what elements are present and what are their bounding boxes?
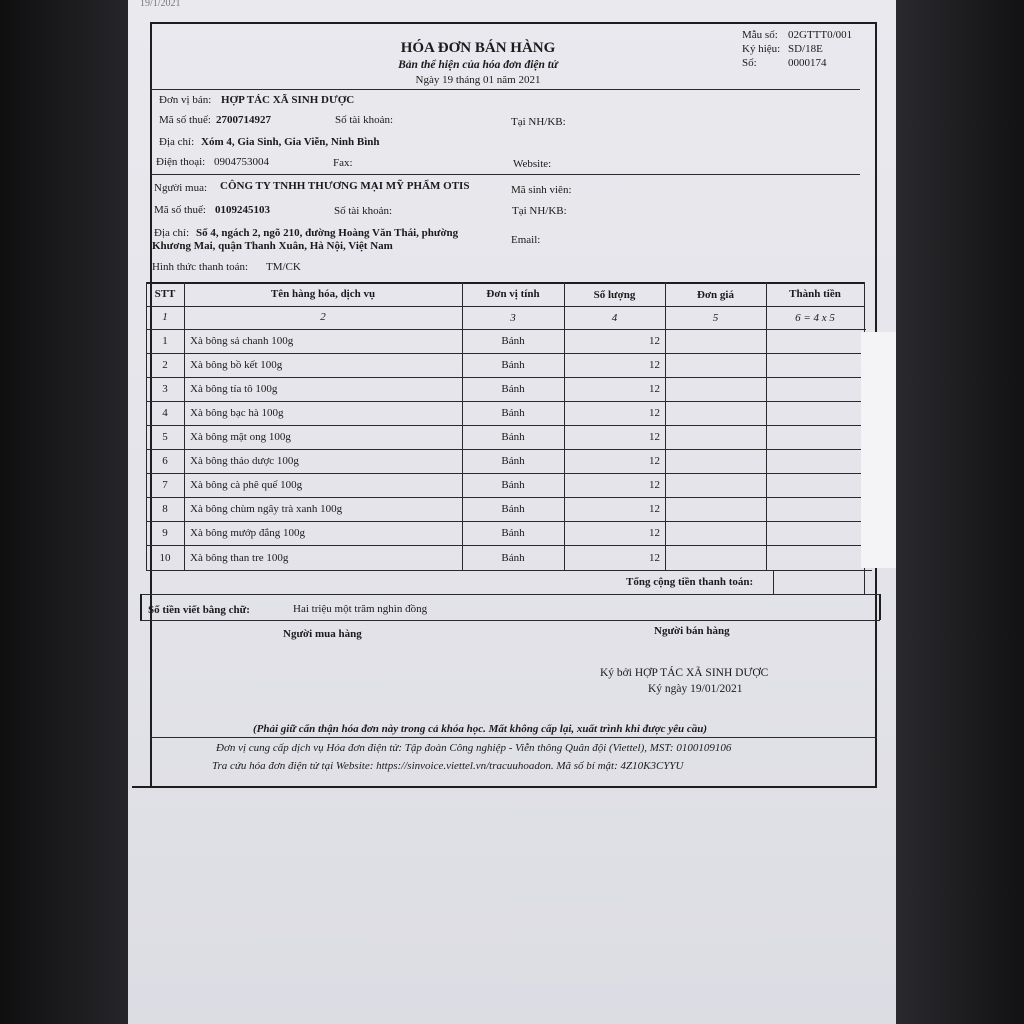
buyer-name-label: Người mua: (154, 182, 208, 194)
th-unit: Đơn vị tính (486, 288, 540, 300)
table-line-r6 (146, 473, 868, 474)
buyer-bank-label: Tại NH/KB: (512, 205, 567, 217)
signed-date: Ký ngày 19/01/2021 (648, 683, 743, 695)
table-line-top (146, 282, 864, 284)
row-qty: 12 (649, 431, 660, 443)
table-line-r8 (146, 521, 870, 522)
row-name: Xà bông thảo dược 100g (190, 455, 299, 467)
table-line-r2 (146, 377, 868, 378)
idx-6: 6 = 4 x 5 (795, 312, 835, 324)
divider-amount-bottom (140, 620, 880, 621)
outer-border-left (150, 22, 152, 787)
th-qty: Số lượng (593, 289, 636, 301)
seller-tax: 2700714927 (216, 114, 271, 126)
mau-so-label: Mẫu số: (742, 29, 778, 41)
amount-words-label: Số tiền viết bằng chữ: (148, 604, 250, 616)
row-stt: 9 (162, 527, 168, 539)
row-unit: Bánh (501, 527, 525, 539)
buyer-signature-label: Người mua hàng (283, 628, 362, 640)
signed-by: Ký bởi HỢP TÁC XÃ SINH DƯỢC (600, 667, 769, 679)
buyer-address-line2: Khương Mai, quận Thanh Xuân, Hà Nội, Việt Nam (152, 240, 393, 252)
seller-fax-label: Fax: (333, 157, 353, 169)
row-qty: 12 (649, 455, 660, 467)
row-name: Xà bông mật ong 100g (190, 431, 291, 443)
table-col-4 (665, 282, 666, 570)
divider-footer (150, 737, 877, 738)
invoice-date: Ngày 19 tháng 01 năm 2021 (415, 74, 541, 86)
seller-phone-label: Điện thoại: (156, 156, 206, 168)
table-line-r9 (146, 545, 870, 546)
outer-border-top (150, 22, 877, 24)
amount-box-right (879, 594, 881, 620)
redaction-patch (861, 332, 896, 568)
so-value: 0000174 (788, 57, 827, 69)
table-line-r1 (146, 353, 868, 354)
divider-seller (150, 174, 860, 175)
row-name: Xà bông tía tô 100g (190, 383, 278, 395)
idx-3: 3 (510, 312, 516, 324)
table-line-index (146, 329, 866, 330)
amount-words: Hai triệu một trăm nghìn đồng (293, 603, 428, 615)
th-stt: STT (154, 288, 176, 300)
row-stt: 6 (162, 455, 168, 467)
invoice-title: HÓA ĐƠN BÁN HÀNG (400, 40, 556, 56)
row-unit: Bánh (501, 359, 525, 371)
buyer-tax: 0109245103 (215, 204, 270, 216)
row-stt: 4 (162, 407, 168, 419)
seller-tax-label: Mã số thuế: (159, 114, 211, 126)
buyer-address-line1: Số 4, ngách 2, ngõ 210, đường Hoàng Văn Thái, phường (196, 227, 459, 239)
seller-name: HỢP TÁC XÃ SINH DƯỢC (221, 94, 355, 106)
row-unit: Bánh (501, 335, 525, 347)
table-col-1 (184, 282, 185, 570)
th-name: Tên hàng hóa, dịch vụ (270, 288, 376, 300)
row-stt: 3 (162, 383, 168, 395)
th-price: Đơn giá (697, 289, 734, 301)
row-name: Xà bông cà phê quế 100g (190, 479, 303, 491)
row-qty: 12 (649, 527, 660, 539)
row-qty: 12 (649, 552, 660, 564)
row-qty: 12 (649, 335, 660, 347)
row-unit: Bánh (501, 407, 525, 419)
th-total: Thành tiền (789, 288, 841, 300)
seller-account-label: Số tài khoản: (335, 114, 394, 126)
invoice-paper (128, 0, 896, 1024)
row-name: Xà bông than tre 100g (190, 552, 289, 564)
row-qty: 12 (649, 503, 660, 515)
buyer-email-label: Email: (511, 234, 541, 246)
row-unit: Bánh (501, 479, 525, 491)
table-line-r7 (146, 497, 870, 498)
buyer-tax-label: Mã số thuế: (154, 204, 206, 216)
table-line-r4 (146, 425, 868, 426)
row-unit: Bánh (501, 383, 525, 395)
footer-note: (Phải giữ cẩn thận hóa đơn này trong cả khóa học. Mất không cấp lại, xuất trình khi được yêu cầu) (253, 723, 708, 735)
divider-amount-top (140, 594, 880, 595)
row-unit: Bánh (501, 503, 525, 515)
row-stt: 7 (162, 479, 168, 491)
row-name: Xà bông sả chanh 100g (190, 335, 294, 347)
table-line-r3 (146, 401, 868, 402)
buyer-name: CÔNG TY TNHH THƯƠNG MẠI MỸ PHẨM OTIS (220, 180, 470, 192)
idx-4: 4 (611, 312, 618, 324)
row-unit: Bánh (501, 552, 525, 564)
background-left (0, 0, 128, 1024)
so-label: Số: (742, 57, 757, 69)
seller-phone: 0904753004 (214, 156, 269, 168)
idx-1: 1 (162, 311, 168, 323)
corner-date: 19/1/2021 (140, 0, 181, 9)
buyer-address-label: Địa chỉ: (154, 227, 190, 239)
background-right (896, 0, 1024, 1024)
row-qty: 12 (649, 407, 660, 419)
row-stt: 10 (159, 552, 171, 564)
table-line-header (146, 306, 864, 307)
seller-address: Xóm 4, Gia Sinh, Gia Viễn, Ninh Bình (201, 136, 380, 148)
row-name: Xà bông mướp đắng 100g (190, 527, 306, 539)
row-unit: Bánh (501, 431, 525, 443)
row-stt: 2 (162, 359, 168, 371)
row-stt: 1 (162, 335, 168, 347)
seller-bank-label: Tại NH/KB: (511, 116, 566, 128)
payment-label: Hình thức thanh toán: (152, 261, 249, 273)
total-label: Tổng cộng tiền thanh toán: (626, 576, 754, 588)
row-qty: 12 (649, 359, 660, 371)
amount-box-left (140, 594, 142, 620)
ky-hieu-label: Ký hiệu: (742, 43, 781, 55)
seller-name-label: Đơn vị bán: (159, 94, 212, 106)
table-col-5 (766, 282, 767, 570)
row-unit: Bánh (501, 455, 525, 467)
seller-address-label: Địa chỉ: (159, 136, 195, 148)
seller-signature-label: Người bán hàng (654, 625, 730, 637)
row-qty: 12 (649, 479, 660, 491)
buyer-student-label: Mã sinh viên: (511, 184, 572, 196)
ky-hieu-value: SD/18E (788, 43, 823, 55)
idx-2: 2 (320, 311, 326, 323)
seller-website-label: Website: (513, 158, 552, 170)
idx-5: 5 (712, 312, 719, 324)
divider-header (150, 89, 860, 90)
footer-provider: Đơn vị cung cấp dịch vụ Hóa đơn điện tử: Tập đoàn Công nghiệp - Viễn thông Quân đội (Viettel), MST: 0100109106 (216, 742, 732, 754)
outer-border-bottom (132, 786, 877, 788)
row-name: Xà bông chùm ngây trà xanh 100g (190, 503, 343, 515)
row-name: Xà bông bạc hà 100g (190, 407, 284, 419)
invoice-subtitle: Bản thể hiện của hóa đơn điện tử (398, 59, 558, 71)
payment-value: TM/CK (266, 261, 301, 273)
table-line-r5 (146, 449, 868, 450)
row-name: Xà bông bồ kết 100g (190, 359, 283, 371)
buyer-account-label: Số tài khoản: (334, 205, 393, 217)
row-stt: 8 (162, 503, 168, 515)
row-stt: 5 (162, 431, 168, 443)
table-col-total (773, 570, 774, 594)
table-line-r10 (146, 570, 872, 571)
footer-lookup: Tra cứu hóa đơn điện tử tại Website: https://sinvoice.viettel.vn/tracuuhoadon. Mã số bí mật: 4Z10K3CYYU (212, 760, 684, 772)
mau-so-value: 02GTTT0/001 (788, 29, 853, 41)
row-qty: 12 (649, 383, 660, 395)
